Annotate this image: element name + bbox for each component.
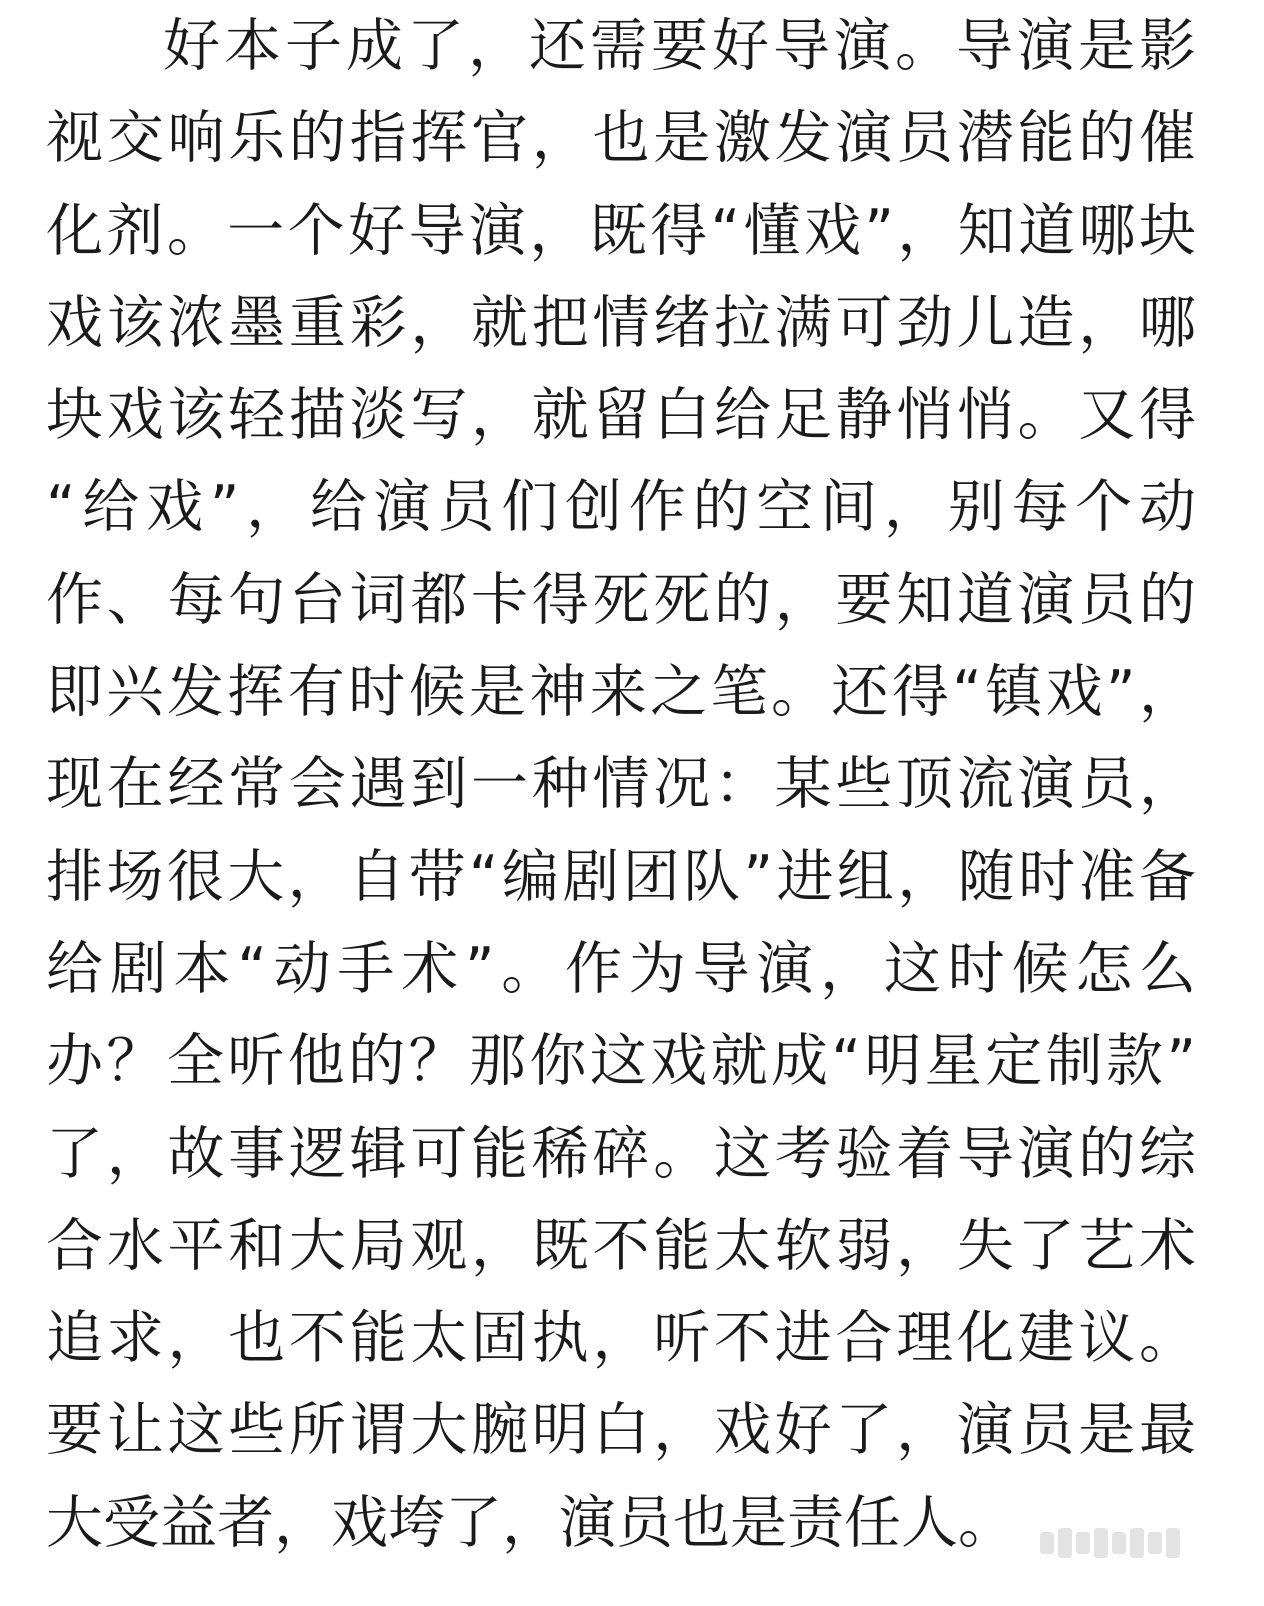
article-line-15: 追求，也不能太固执，听不进合理化建议。 (46, 1305, 1196, 1372)
article-line-9: 现在经常会遇到一种情况：某些顶流演员， (46, 751, 1196, 818)
article-line-4: 戏该浓墨重彩，就把情绪拉满可劲儿造，哪 (46, 289, 1196, 356)
article-line-13: 了，故事逻辑可能稀碎。这考验着导演的综 (46, 1120, 1196, 1187)
article-line-10: 排场很大，自带“编剧团队”进组，随时准备 (46, 843, 1196, 910)
article-line-3: 化剂。一个好导演，既得“懂戏”，知道哪块 (46, 197, 1196, 264)
watermark-mark (1094, 1528, 1108, 1558)
article-line-5: 块戏该轻描淡写，就留白给足静悄悄。又得 (46, 382, 1196, 449)
watermark-mark (1148, 1532, 1162, 1554)
article-line-16: 要让这些所谓大腕明白，戏好了，演员是最 (46, 1397, 1196, 1464)
article-line-12: 办？全听他的？那你这戏就成“明星定制款” (46, 1028, 1196, 1095)
article-body (46, 0, 1196, 1569)
watermark-mark (1130, 1528, 1144, 1558)
article-line-11: 给剧本“动手术”。作为导演，这时候怎么 (46, 935, 1196, 1002)
watermark-mark (1040, 1532, 1054, 1554)
watermark-mark (1076, 1532, 1090, 1554)
article-line-7: 作、每句台词都卡得死死的，要知道演员的 (46, 566, 1196, 633)
article-line-14: 合水平和大局观，既不能太软弱，失了艺术 (46, 1212, 1196, 1279)
watermark-mark (1058, 1528, 1072, 1558)
watermark-mark (1112, 1532, 1126, 1554)
article-line-8: 即兴发挥有时候是神来之笔。还得“镇戏”， (46, 659, 1196, 726)
article-line-1: 好本子成了，还需要好导演。导演是影 (163, 13, 1196, 79)
watermark-logo (1040, 1526, 1230, 1560)
article-line-6: “给戏”，给演员们创作的空间，别每个动 (46, 474, 1196, 541)
article-line-2: 视交响乐的指挥官，也是激发演员潜能的催 (46, 105, 1196, 172)
article-line-17: 大受益者，戏垮了，演员也是责任人。 (46, 1489, 1015, 1556)
watermark-mark (1166, 1528, 1180, 1558)
